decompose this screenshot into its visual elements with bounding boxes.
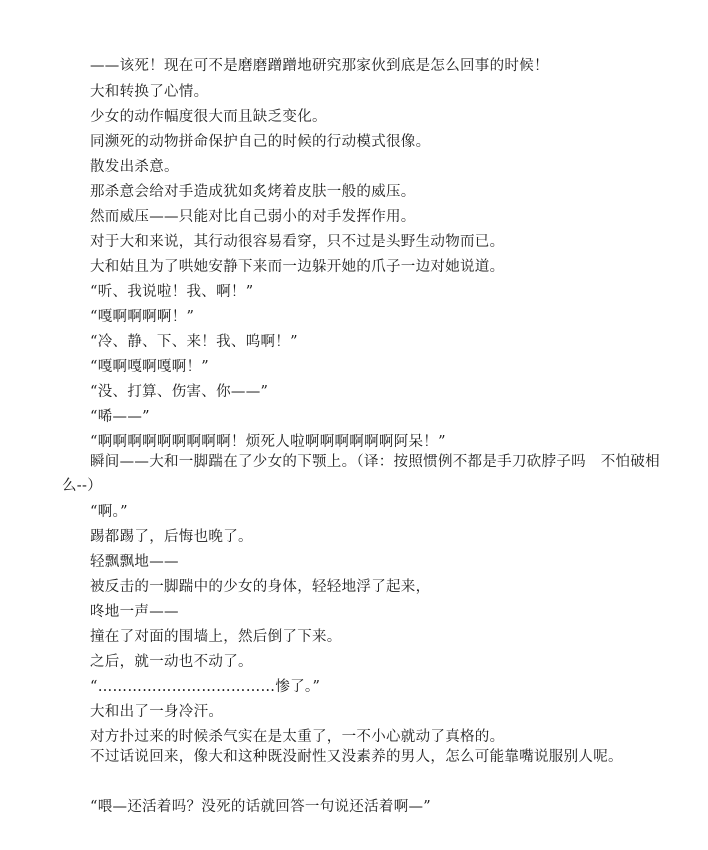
paragraph: 散发出杀意。: [90, 159, 179, 175]
paragraph: 同濒死的动物拼命保护自己的时候的行动模式很像。: [90, 134, 431, 150]
dialogue-line: “啊。”: [90, 504, 128, 520]
paragraph: 踢都踢了，后悔也晚了。: [90, 529, 253, 545]
paragraph: 大和出了一身冷汗。: [90, 704, 224, 720]
paragraph: 对于大和来说，其行动很容易看穿，只不过是头野生动物而已。: [90, 234, 505, 250]
paragraph: 大和转换了心情。: [90, 84, 209, 100]
paragraph: 瞬间——大和一脚踹在了少女的下颚上。（译：按照惯例不都是手刀砍脖子吗 不怕破相么--）: [62, 454, 660, 494]
dialogue-line: “啊啊啊啊啊啊啊啊啊！烦死人啦啊啊啊啊啊啊阿呆！”: [90, 434, 446, 450]
dialogue-line: “听、我说啦！我、啊！”: [90, 284, 254, 300]
dialogue-line: “………………………………惨了。”: [90, 679, 321, 695]
paragraph: 不过话说回来，像大和这种既没耐性又没素养的男人，怎么可能靠嘴说服别人呢。: [90, 749, 623, 765]
paragraph: 然而威压——只能对比自己弱小的对手发挥作用。: [90, 209, 416, 225]
paragraph: 轻飘飘地——: [90, 554, 179, 570]
dialogue-line: “冷、静、下、来！我、呜啊！”: [90, 334, 298, 350]
paragraph: 对方扑过来的时候杀气实在是太重了，一不小心就动了真格的。: [90, 729, 505, 745]
paragraph: 撞在了对面的围墙上，然后倒了下来。: [90, 629, 342, 645]
paragraph: 被反击的一脚踹中的少女的身体，轻轻地浮了起来，: [90, 579, 431, 595]
paragraph: ——该死！现在可不是磨磨蹭蹭地研究那家伙到底是怎么回事的时候！: [90, 58, 549, 74]
paragraph: 那杀意会给对手造成犹如炙烤着皮肤一般的威压。: [90, 184, 416, 200]
dialogue-line: “没、打算、伤害、你——”: [90, 384, 269, 400]
paragraph: 少女的动作幅度很大而且缺乏变化。: [90, 109, 327, 125]
paragraph: 大和姑且为了哄她安静下来而一边躲开她的爪子一边对她说道。: [90, 259, 505, 275]
dialogue-line: “喂—还活着吗？没死的话就回答一句说还活着啊—”: [90, 799, 432, 815]
dialogue-line: “嘎啊啊啊啊！”: [90, 309, 195, 325]
dialogue-line: “唏——”: [90, 409, 150, 425]
paragraph: 之后，就一动也不动了。: [90, 654, 253, 670]
dialogue-line: “嘎啊嘎啊嘎啊！”: [90, 359, 210, 375]
paragraph: 咚地一声——: [90, 604, 179, 620]
